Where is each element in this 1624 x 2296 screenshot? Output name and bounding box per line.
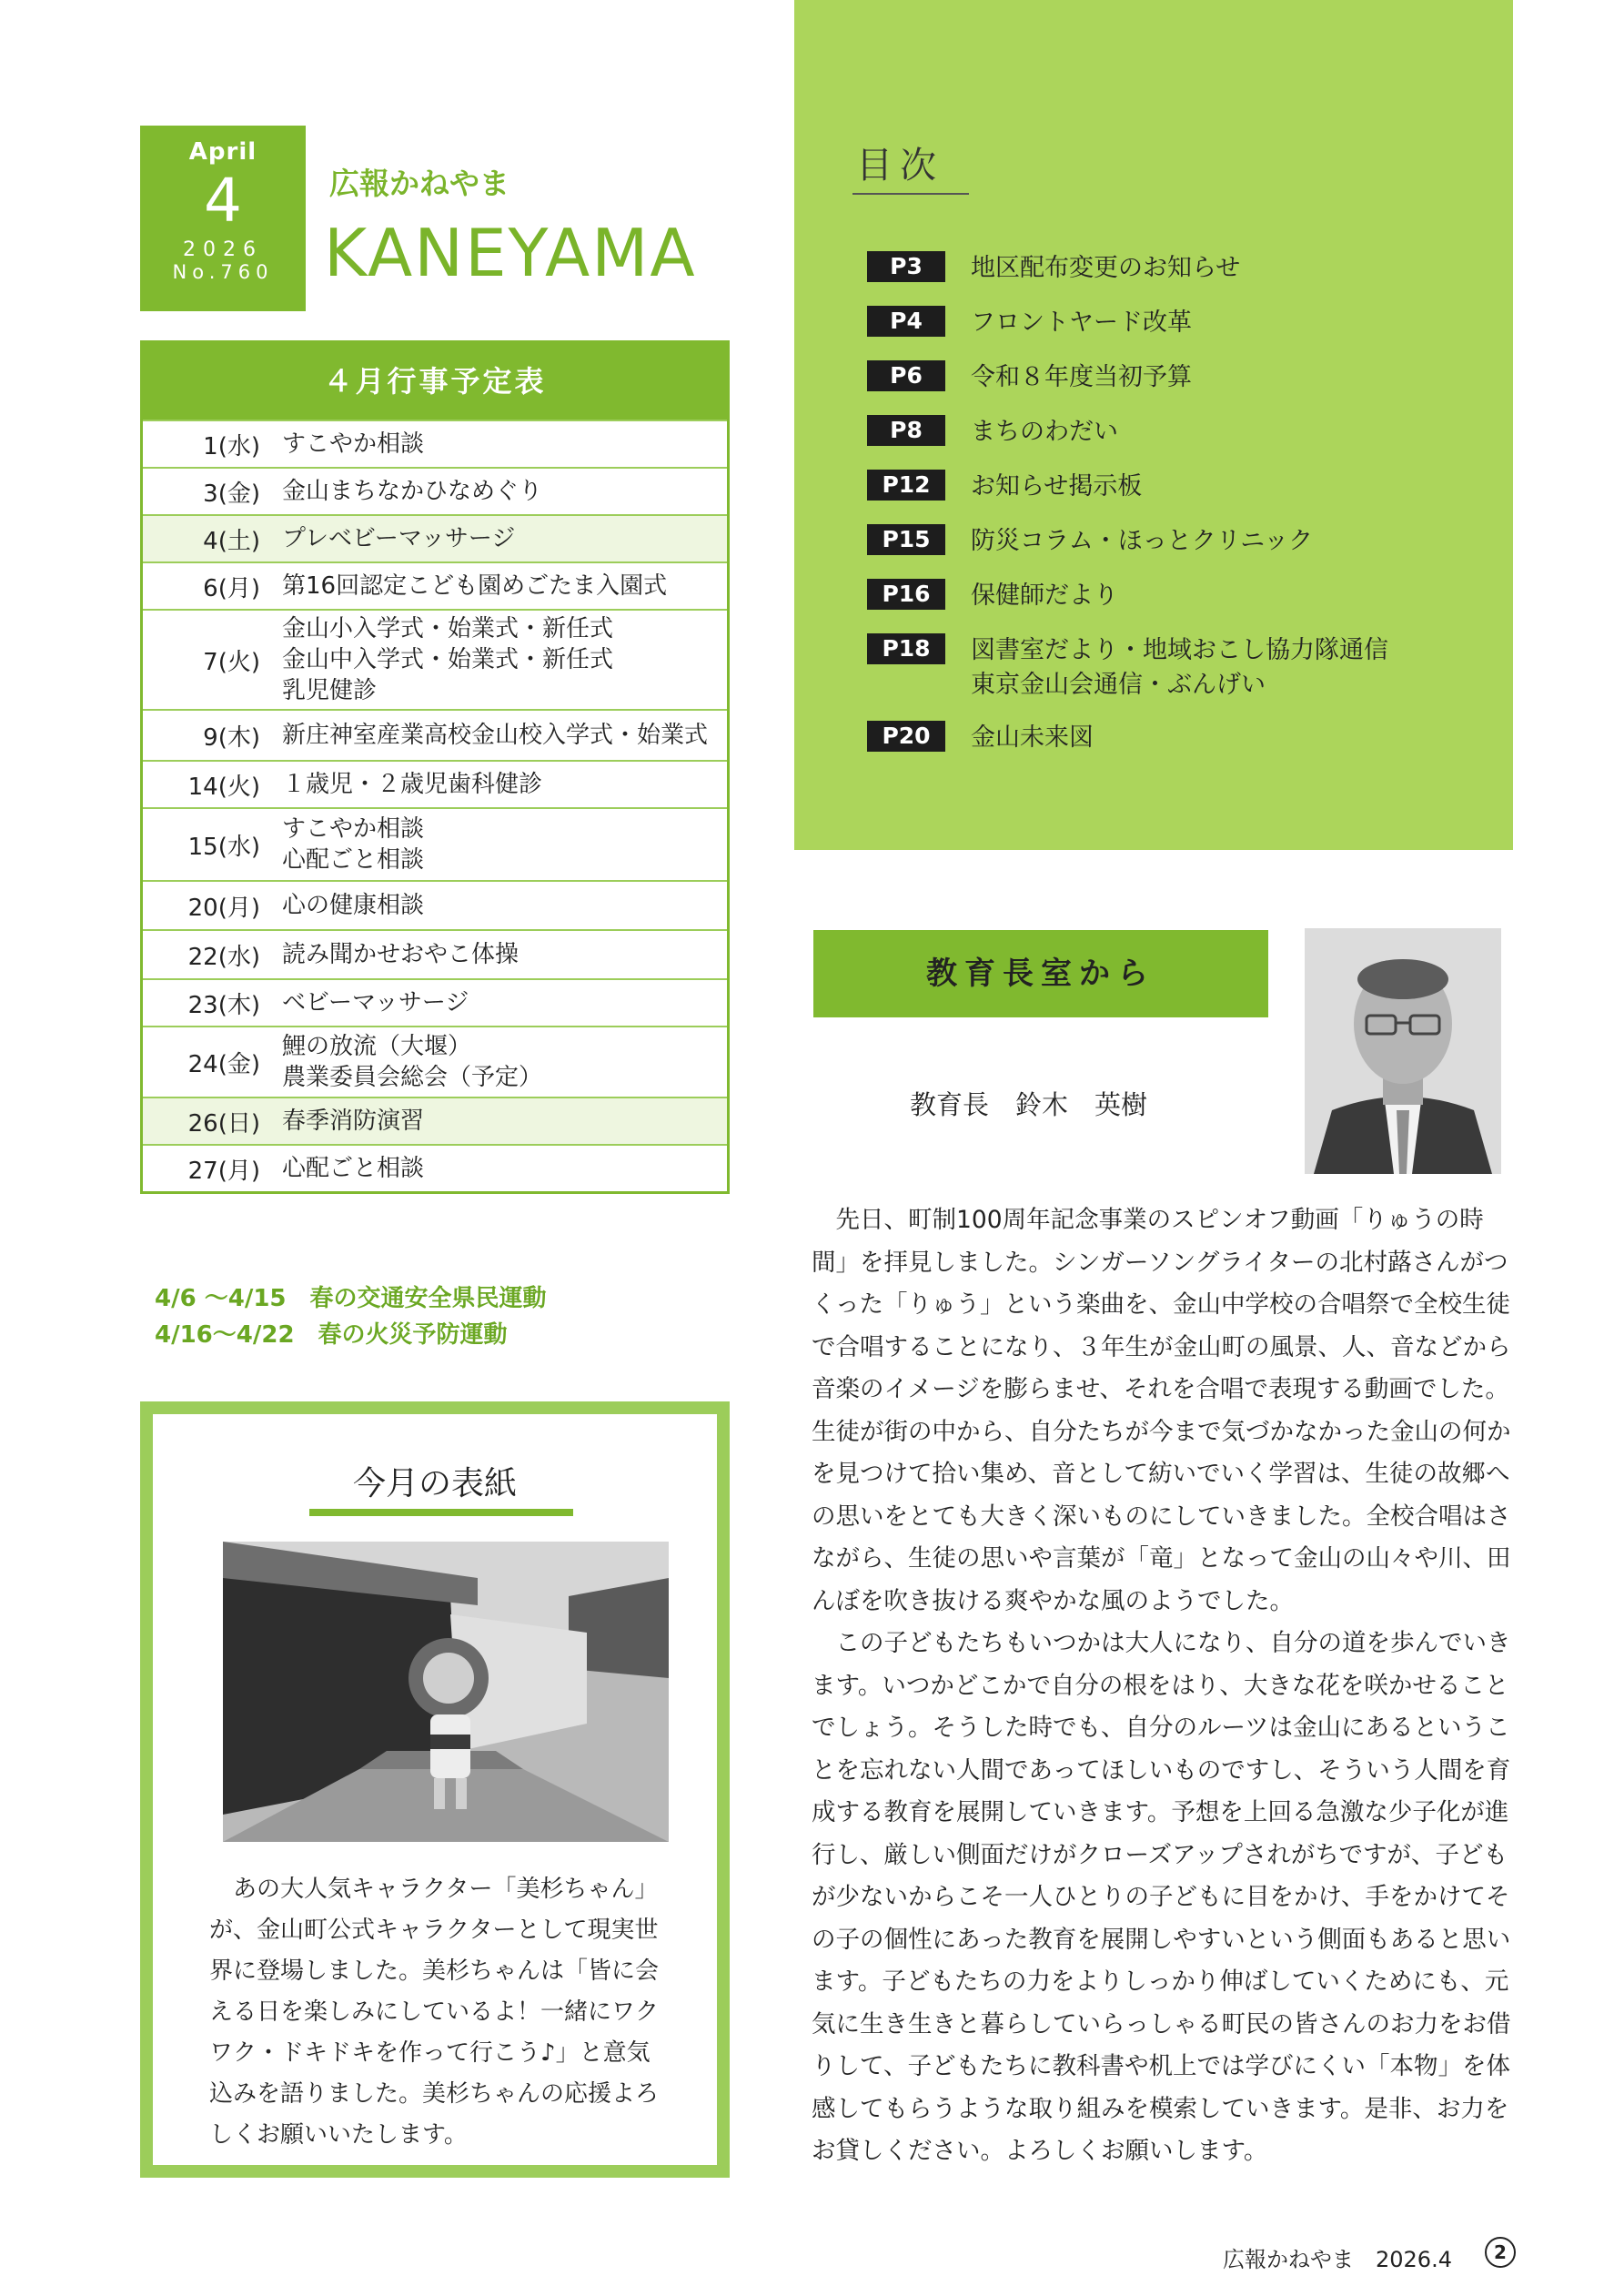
- toc-page-label: P12: [867, 470, 945, 501]
- schedule-event: ベビーマッサージ: [282, 989, 469, 1017]
- toc-item-title: 令和８年度当初予算: [971, 363, 1192, 391]
- toc-page-label: P6: [867, 360, 945, 391]
- toc-item-title: 保健師だより: [971, 582, 1118, 610]
- schedule-title: ４月行事予定表: [143, 343, 727, 420]
- portrait-illustration: [1305, 928, 1501, 1174]
- schedule-event: 心の健康相談: [282, 892, 425, 919]
- toc-page-label: P16: [867, 579, 945, 610]
- schedule-row: [143, 1144, 727, 1191]
- toc-item: [867, 251, 1240, 286]
- editorial-body: [812, 1199, 1512, 2173]
- event-schedule-table: [140, 340, 730, 1194]
- schedule-row: [143, 561, 727, 609]
- toc-item-title: 図書室だより・地域おこし協力隊通信 東京金山会通信・ぶんげい: [971, 636, 1388, 699]
- schedule-date: 15(水): [187, 833, 260, 861]
- toc-item-title: フロントヤード改革: [971, 308, 1192, 337]
- schedule-date: 22(水): [187, 943, 260, 971]
- schedule-date: 20(月): [187, 894, 260, 922]
- schedule-row: [143, 514, 727, 561]
- schedule-row: [143, 467, 727, 514]
- toc-item: [867, 415, 1118, 450]
- toc-item: [867, 579, 1118, 613]
- footer-publication: 広報かねやま 2026.4: [1223, 2247, 1452, 2272]
- toc-item: [867, 470, 1142, 504]
- schedule-date: 7(火): [203, 648, 260, 676]
- schedule-date: 14(火): [187, 773, 260, 801]
- schedule-event: すこやか相談: [282, 430, 425, 458]
- schedule-row: [143, 420, 727, 467]
- campaign-fire-prevention: 4/16～4/22 春の火災予防運動: [155, 1321, 508, 1349]
- toc-title: 目次: [856, 145, 943, 187]
- toc-item: [867, 721, 1094, 755]
- editorial-paragraph-2: この子どもたちもいつかは大人になり、自分の道を歩んでいきます。いつかどこかで自分の根をはり、大きな花を咲かせることでしょう。そうした時でも、自分のルーツは金山にあるということを忘れない人間であってほしいものですし、そういう人間を育成する教育を展開していきます。予想を上回る急激な少子化が進行し、厳しい側面だけがクローズアップされがちですが、子どもが少ないからこそ一人ひとりの子どもに目をかけ、手をかけてその子の個性にあった教育を展開しやすいという側面もあると思います。子どもたちの力をよりしっかり伸ばしていくためにも、元気に生き生きと暮らしていらっしゃる町民の皆さんのお力をお借りして、子どもたちに教科書や机上では学びにくい「本物」を体感してもらうような取り組みを模索していきます。是非、お力をお貸しください。よろしくお願いします。: [812, 1629, 1511, 2165]
- editorial-author: 教育長 鈴木 英樹: [910, 1089, 1148, 1120]
- toc-item-title: お知らせ掲示板: [971, 472, 1143, 501]
- issue-year: 2026: [183, 238, 263, 261]
- cover-title: 今月の表紙: [352, 1465, 517, 1502]
- schedule-date: 27(月): [187, 1157, 260, 1185]
- schedule-date: 6(月): [203, 574, 260, 602]
- toc-page-label: P3: [867, 251, 945, 282]
- toc-page-label: P4: [867, 306, 945, 337]
- schedule-row: [143, 807, 727, 880]
- toc-item-title: 地区配布変更のお知らせ: [971, 254, 1241, 282]
- schedule-row: [143, 609, 727, 709]
- toc-title-underline: [852, 193, 969, 195]
- campaign-traffic-safety: 4/6 ～4/15 春の交通安全県民運動: [155, 1285, 547, 1312]
- schedule-event: すこやか相談 心配ごと相談: [282, 815, 425, 874]
- schedule-date: 1(水): [203, 432, 260, 460]
- issue-day: 4: [204, 166, 242, 236]
- cover-photo: [223, 1542, 669, 1842]
- publication-title-jp: 広報かねやま: [329, 166, 509, 201]
- cover-title-underline: [309, 1509, 573, 1516]
- issue-month: April: [188, 138, 257, 166]
- toc-item: [867, 306, 1192, 340]
- toc-item: [867, 524, 1313, 559]
- schedule-date: 26(日): [187, 1109, 260, 1138]
- schedule-row: [143, 880, 727, 929]
- schedule-event: 春季消防演習: [282, 1108, 425, 1135]
- toc-page-label: P20: [867, 721, 945, 752]
- schedule-date: 23(木): [187, 991, 260, 1019]
- toc-page-label: P15: [867, 524, 945, 555]
- cover-description: あの大人気キャラクター「美杉ちゃん」が、金山町公式キャラクターとして現実世界に登場しました。美杉ちゃんは「皆に会える日を楽しみにしているよ！一緒にワクワク・ドキドキを作って行こう♪」と意気込みを語りました。美杉ちゃんの応援よろしくお願いいたします。: [209, 1876, 660, 2149]
- toc-item: [867, 633, 1388, 703]
- schedule-event: 金山小入学式・始業式・新任式 金山中入学式・始業式・新任式 乳児健診: [282, 615, 614, 704]
- schedule-row: [143, 1026, 727, 1097]
- publication-title-en: KANEYAMA: [324, 215, 697, 291]
- cover-photo-illustration: [223, 1542, 669, 1842]
- toc-item-title: 金山未来図: [971, 723, 1094, 752]
- toc-item-title: 防災コラム・ほっとクリニック: [971, 527, 1314, 555]
- schedule-event: 心配ごと相談: [282, 1155, 425, 1182]
- issue-date-box: [140, 126, 306, 311]
- schedule-event: １歳児・２歳児歯科健診: [282, 771, 543, 798]
- editorial-paragraph-1: 先日、町制100周年記念事業のスピンオフ動画「りゅうの時間」を拝見しました。シンガーソングライターの北村蕗さんがつくった「りゅう」という楽曲を、金山中学校の合唱祭で全校生徒で合唱することになり、３年生が金山町の風景、人、音などから音楽のイメージを膨らませ、それを合唱で表現する動画でした。生徒が街の中から、自分たちが今まで気づかなかった金山の何かを見つけて拾い集め、音として紡いでいく学習は、生徒の故郷への思いをとても大きく深いものにしていきました。全校合唱はさながら、生徒の思いや言葉が「竜」となって金山の山々や川、田んぼを吹き抜ける爽やかな風のようでした。: [812, 1206, 1511, 1615]
- schedule-row: [143, 1097, 727, 1144]
- toc-item: [867, 360, 1192, 395]
- editorial-heading: 教育長室から: [813, 930, 1268, 1017]
- schedule-date: 9(木): [203, 723, 260, 752]
- schedule-event: プレベビーマッサージ: [282, 525, 516, 552]
- schedule-row: [143, 760, 727, 807]
- table-of-contents: [794, 0, 1513, 850]
- schedule-event: 新庄神室産業高校金山校入学式・始業式: [282, 722, 709, 749]
- schedule-event: 鯉の放流（大堰） 農業委員会総会（予定）: [282, 1033, 543, 1091]
- schedule-event: 金山まちなかひなめぐり: [282, 478, 543, 505]
- schedule-row: [143, 709, 727, 760]
- toc-page-label: P8: [867, 415, 945, 446]
- schedule-date: 3(金): [203, 480, 260, 508]
- page-number: 2: [1485, 2237, 1516, 2268]
- toc-item-title: まちのわだい: [971, 418, 1118, 446]
- issue-number: No.760: [172, 261, 274, 283]
- cover-story-box: [140, 1401, 730, 2178]
- schedule-date: 24(金): [187, 1050, 260, 1078]
- schedule-row: [143, 978, 727, 1026]
- schedule-date: 4(土): [203, 527, 260, 555]
- schedule-row: [143, 929, 727, 978]
- author-portrait: [1305, 928, 1501, 1174]
- schedule-event: 第16回認定こども園めごたま入園式: [282, 572, 668, 600]
- schedule-event: 読み聞かせおやこ体操: [282, 941, 519, 968]
- toc-page-label: P18: [867, 633, 945, 664]
